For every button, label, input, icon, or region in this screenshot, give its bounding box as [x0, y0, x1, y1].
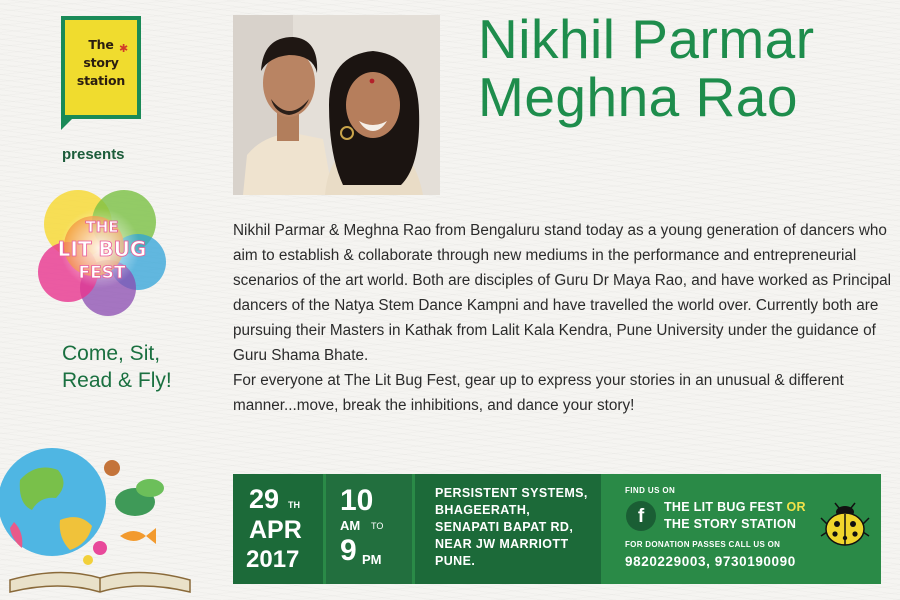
lit-bug-fest-logo: [38, 184, 166, 316]
event-info-bar: [233, 474, 881, 584]
bio-paragraph-2: For everyone at The Lit Bug Fest, gear up to express your stories in an unusual & different manner...move, break the inhibitions, and dance your story!: [233, 372, 844, 414]
globe-book-illustration: [0, 440, 200, 600]
star-icon: ✱: [119, 43, 129, 55]
find-us-label: FIND US ON: [625, 486, 676, 495]
time-until: 9: [340, 534, 357, 567]
donation-label: FOR DONATION PASSES CALL US ON: [625, 540, 781, 549]
time-from-suffix: AM: [340, 518, 361, 533]
time-to-label: TO: [371, 521, 384, 531]
event-year: 2017: [246, 546, 300, 573]
venue-line: SENAPATI BAPAT RD,: [435, 520, 574, 534]
facebook-page-lit-bug-name: THE LIT BUG FEST: [664, 500, 783, 514]
facebook-or-label: OR: [786, 500, 806, 514]
svg-text:LIT BUG: LIT BUG: [57, 237, 147, 261]
svg-text:FEST: FEST: [78, 263, 126, 283]
tagline-line-1: Come, Sit,: [62, 342, 161, 365]
tagline: [62, 340, 192, 394]
event-day-suffix: TH: [288, 500, 300, 510]
bio-paragraph-1: Nikhil Parmar & Meghna Rao from Bengaluru stand today as a young generation of dancers who aim to establish & collaborate through new mediums in the performance and entrepreneurial scenarios of the art world. Both are disciples of Guru Dr Maya Rao, and have worked as Principal dancers of the Natya Stem Dance Kampni and have travelled the world over. Currently both are pursuing their Masters in Kathak from Lalit Kala Kendra, Pune University under the guidance of Guru Shama Bhate.: [233, 222, 892, 364]
svg-text:THE: THE: [85, 218, 119, 236]
venue-line: BHAGEERATH,: [435, 503, 531, 517]
time-until-suffix: PM: [362, 552, 382, 567]
tagline-line-2: Read & Fly!: [62, 369, 172, 392]
performer-name-2: Meghna Rao: [478, 66, 798, 128]
date-block: [233, 474, 323, 584]
logo-line-2: story: [83, 55, 119, 70]
venue-block: [415, 474, 601, 584]
performers-photo: [233, 15, 440, 195]
performer-bio: [233, 218, 893, 418]
ladybug-icon: [819, 502, 871, 548]
phone-numbers: 9820229003, 9730190090: [625, 554, 796, 569]
story-station-logo: [61, 16, 141, 132]
logo-line-1: The: [88, 37, 114, 52]
logo-line-3: station: [76, 73, 126, 88]
presents-label: presents: [62, 146, 125, 163]
time-from: 10: [340, 484, 374, 517]
venue-line: PUNE.: [435, 554, 476, 568]
facebook-page-story-station[interactable]: THE STORY STATION: [664, 517, 797, 531]
facebook-icon[interactable]: f: [626, 501, 656, 531]
event-day: 29: [249, 484, 280, 514]
facebook-page-lit-bug[interactable]: [664, 500, 806, 514]
contact-block: [604, 474, 881, 584]
venue-line: PERSISTENT SYSTEMS,: [435, 486, 588, 500]
performers-title: [478, 10, 888, 126]
time-block: [326, 474, 412, 584]
venue-line: NEAR JW MARRIOTT: [435, 537, 569, 551]
event-month: APR: [249, 516, 302, 544]
performer-name-1: Nikhil Parmar: [478, 8, 815, 70]
